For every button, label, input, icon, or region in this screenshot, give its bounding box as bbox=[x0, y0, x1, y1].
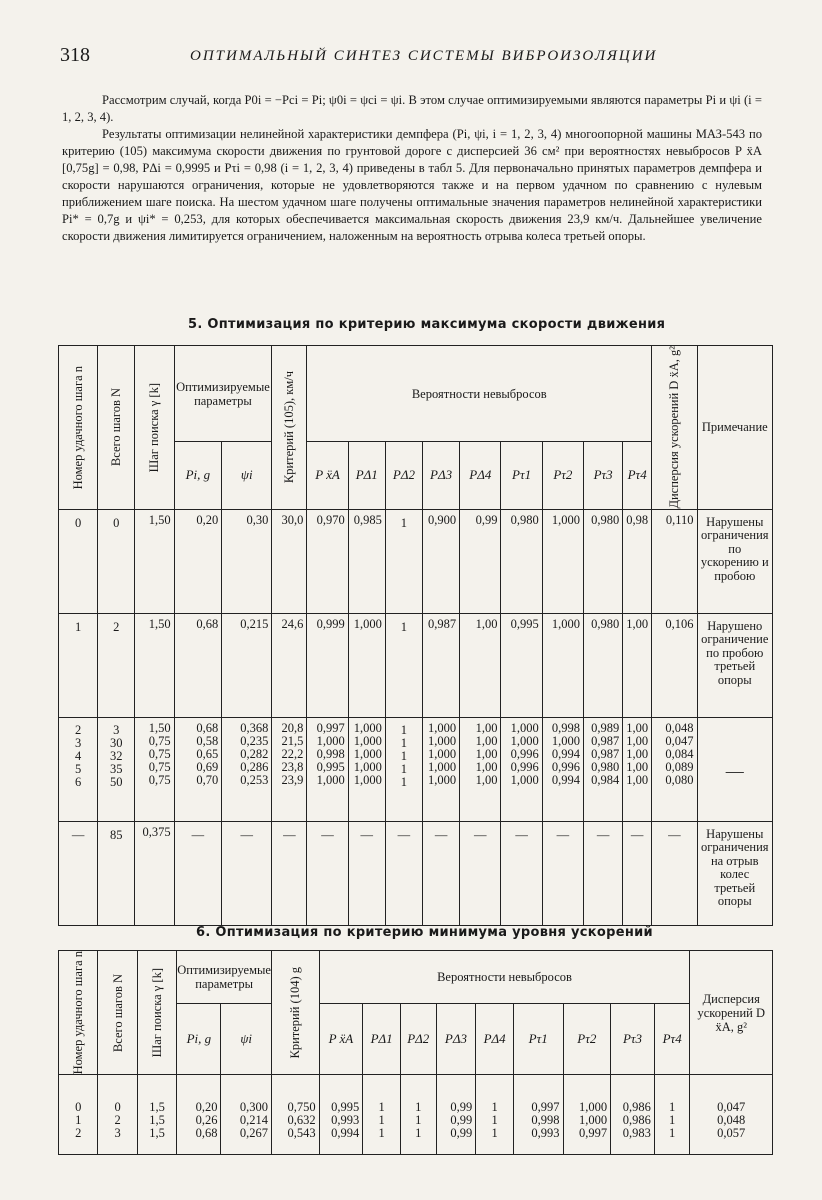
t5-head-pt1: Pτ1 bbox=[501, 442, 542, 509]
cell: — bbox=[501, 821, 542, 925]
t5-head-pt3: Pτ3 bbox=[584, 442, 623, 509]
t6-head-p-g: Pi, g bbox=[177, 1003, 221, 1075]
running-title: ОПТИМАЛЬНЫЙ СИНТЕЗ СИСТЕМЫ ВИБРОИЗОЛЯЦИИ bbox=[190, 48, 658, 64]
cell: 0,375 bbox=[135, 821, 174, 925]
cell: 1,000 1,000 0,996 0,996 1,000 bbox=[501, 717, 542, 821]
cell: 1,000 1,000 0,997 bbox=[563, 1075, 611, 1155]
cell: 0,20 0,26 0,68 bbox=[177, 1075, 221, 1155]
cell: — bbox=[542, 821, 583, 925]
cell: 0,980 bbox=[584, 509, 623, 613]
table-row bbox=[59, 821, 773, 925]
cell: 0 bbox=[98, 509, 135, 613]
t5-head-probabilities: Вероятности невыбросов bbox=[307, 346, 652, 442]
t5-head-pt2: Pτ2 bbox=[542, 442, 583, 509]
t6-head-pt3: Pτ3 bbox=[611, 1003, 655, 1075]
table6 bbox=[58, 950, 773, 1155]
cell: — bbox=[623, 821, 652, 925]
cell: 1,00 bbox=[623, 613, 652, 717]
t5-head-total-steps: Всего шагов N bbox=[98, 346, 135, 510]
t5-head-pd3: PΔ3 bbox=[423, 442, 460, 509]
cell: 0,300 0,214 0,267 bbox=[221, 1075, 272, 1155]
cell: 1,000 bbox=[348, 613, 385, 717]
t5-head-pd4: PΔ4 bbox=[460, 442, 501, 509]
cell: 1 bbox=[385, 613, 422, 717]
t6-head-total-steps: Всего шагов N bbox=[98, 951, 137, 1075]
cell: 0,048 0,047 0,084 0,089 0,080 bbox=[652, 717, 697, 821]
note-cell: — bbox=[697, 717, 772, 821]
cell: — bbox=[584, 821, 623, 925]
cell: 1,000 1,000 1,000 1,000 1,000 bbox=[423, 717, 460, 821]
cell: 0,995 0,993 0,994 bbox=[319, 1075, 363, 1155]
cell: 1,50 bbox=[135, 509, 174, 613]
cell: — bbox=[385, 821, 422, 925]
cell: 1 bbox=[385, 509, 422, 613]
note-cell: Нарушены ограничения по ускорению и пробою bbox=[697, 509, 772, 613]
t5-head-note: Примечание bbox=[697, 346, 772, 510]
cell: 30,0 bbox=[272, 509, 307, 613]
cell: 0,106 bbox=[652, 613, 697, 717]
t5-head-pxa: P ẍA bbox=[307, 442, 348, 509]
t6-head-dispersion: Дисперсия ускорений D ẍA, g² bbox=[690, 951, 773, 1075]
table-row bbox=[59, 1075, 773, 1155]
cell: 0,986 0,986 0,983 bbox=[611, 1075, 655, 1155]
cell: — bbox=[272, 821, 307, 925]
t5-head-p-g: Pi, g bbox=[174, 442, 222, 509]
cell: 0,999 bbox=[307, 613, 348, 717]
cell: — bbox=[307, 821, 348, 925]
t6-head-pd4: PΔ4 bbox=[476, 1003, 514, 1075]
cell: 0,368 0,235 0,282 0,286 0,253 bbox=[222, 717, 272, 821]
table5-caption: 5. Оптимизация по критерию максимума скорости движения bbox=[188, 317, 666, 332]
cell: 1,000 bbox=[542, 509, 583, 613]
cell: 24,6 bbox=[272, 613, 307, 717]
t6-head-pd1: PΔ1 bbox=[363, 1003, 401, 1075]
cell: — bbox=[460, 821, 501, 925]
cell: 0,047 0,048 0,057 bbox=[690, 1075, 773, 1155]
cell: 0,987 bbox=[423, 613, 460, 717]
cell: 0,99 0,99 0,99 bbox=[436, 1075, 476, 1155]
t6-head-pt1: Pτ1 bbox=[513, 1003, 563, 1075]
cell: 0,989 0,987 0,987 0,980 0,984 bbox=[584, 717, 623, 821]
cell: — bbox=[174, 821, 222, 925]
cell: 1 1 1 bbox=[363, 1075, 401, 1155]
cell: 1,5 1,5 1,5 bbox=[137, 1075, 176, 1155]
t6-head-pt4: Pτ4 bbox=[654, 1003, 690, 1075]
cell: 0,110 bbox=[652, 509, 697, 613]
cell: 0,980 bbox=[584, 613, 623, 717]
cell: 0,30 bbox=[222, 509, 272, 613]
cell: 0,215 bbox=[222, 613, 272, 717]
cell: 85 bbox=[98, 821, 135, 925]
cell: 1,000 bbox=[542, 613, 583, 717]
note-cell: Нарушено ограничение по пробою третьей опоры bbox=[697, 613, 772, 717]
cell: 0 2 3 bbox=[98, 1075, 137, 1155]
table-row bbox=[59, 509, 773, 613]
paragraph-1: Рассмотрим случай, когда P0i = −Pci = Pi; ψ0i = ψci = ψi. В этом случае оптимизируемыми являются параметры Pi и ψi (i = 1, 2, 3, 4). bbox=[62, 93, 762, 124]
table5 bbox=[58, 345, 773, 926]
cell: — bbox=[652, 821, 697, 925]
cell: 0,98 bbox=[623, 509, 652, 613]
cell: 0,997 1,000 0,998 0,995 1,000 bbox=[307, 717, 348, 821]
cell: 2 3 4 5 6 bbox=[59, 717, 98, 821]
t6-head-pd3: PΔ3 bbox=[436, 1003, 476, 1075]
t6-head-search-step: Шаг поиска γ [k] bbox=[137, 951, 176, 1075]
cell: 0 1 2 bbox=[59, 1075, 98, 1155]
cell: 1 1 1 bbox=[476, 1075, 514, 1155]
table-row bbox=[59, 717, 773, 821]
cell: 1,00 bbox=[460, 613, 501, 717]
cell: 0,68 bbox=[174, 613, 222, 717]
cell: 0 bbox=[59, 509, 98, 613]
t5-head-search-step: Шаг поиска γ [k] bbox=[135, 346, 174, 510]
cell: — bbox=[59, 821, 98, 925]
t5-head-step-no: Номер удачного шага n bbox=[59, 346, 98, 510]
t6-head-pxa: P ẍA bbox=[319, 1003, 363, 1075]
cell: 3 30 32 35 50 bbox=[98, 717, 135, 821]
cell: — bbox=[222, 821, 272, 925]
paragraph-2: Результаты оптимизации нелинейной характеристики демпфера (Pi, ψi, i = 1, 2, 3, 4) многоопорной машины МАЗ-543 по критерию (105) максимума скорости движения по грунтовой дороге с дисперсией 36 см² при вероятностях невыбросов P ẍA [0,75g] = 0,98, PΔi = 0,9995 и Pτi = 0,98 (i = 1, 2, 3, 4) приведены в табл 5. Для первоначально принятых параметров демпфера и скорости нарушаются ограничения, которые не удовлетворяются также и на первом удачном по сравнению с нулевым приближением шаге поиска. На шестом удачном шаге получены оптимальные значения параметров нелинейной характеристики Pi* = 0,7g и ψi* = 0,253, для которых обеспечивается максимальная скорость движения 23,9 км/ч. Дальнейшее увеличение скорости движения лимитируется ограничением, наложенным на вероятность отрыва колеса третьей опоры. bbox=[62, 127, 762, 243]
t5-head-psi: ψi bbox=[222, 442, 272, 509]
t6-head-step-no: Номер удачного шага n bbox=[59, 951, 98, 1075]
cell: 20,8 21,5 22,2 23,8 23,9 bbox=[272, 717, 307, 821]
cell: 1 1 1 bbox=[654, 1075, 690, 1155]
t6-head-optimized: Оптимизируемые параметры bbox=[177, 951, 272, 1004]
cell: 1,000 1,000 1,000 1,000 1,000 bbox=[348, 717, 385, 821]
t5-head-pd2: PΔ2 bbox=[385, 442, 422, 509]
cell: 0,68 0,58 0,65 0,69 0,70 bbox=[174, 717, 222, 821]
t6-head-criterion: Критерий (104) g bbox=[271, 951, 319, 1075]
table-row bbox=[59, 613, 773, 717]
t6-head-psi: ψi bbox=[221, 1003, 272, 1075]
cell: 1 bbox=[59, 613, 98, 717]
note-cell: Нарушены ограничения на отрыв колес третьей опоры bbox=[697, 821, 772, 925]
cell: 2 bbox=[98, 613, 135, 717]
cell: 0,20 bbox=[174, 509, 222, 613]
cell: 0,970 bbox=[307, 509, 348, 613]
cell: 0,900 bbox=[423, 509, 460, 613]
cell: 1,50 bbox=[135, 613, 174, 717]
cell: 1,00 1,00 1,00 1,00 1,00 bbox=[623, 717, 652, 821]
table6-caption: 6. Оптимизация по критерию минимума уровня ускорений bbox=[196, 925, 653, 940]
t6-head-probabilities: Вероятности невыбросов bbox=[319, 951, 690, 1004]
t5-head-optimized: Оптимизируемые параметры bbox=[174, 346, 272, 442]
t6-head-pt2: Pτ2 bbox=[563, 1003, 611, 1075]
page-number: 318 bbox=[60, 44, 90, 66]
t5-head-criterion: Критерий (105), км/ч bbox=[272, 346, 307, 510]
t5-head-dispersion: Дисперсия ускорений D ẍA, g² bbox=[652, 346, 697, 510]
cell: 0,980 bbox=[501, 509, 542, 613]
cell: — bbox=[348, 821, 385, 925]
cell: — bbox=[423, 821, 460, 925]
cell: 0,995 bbox=[501, 613, 542, 717]
cell: 0,750 0,632 0,543 bbox=[271, 1075, 319, 1155]
cell: 0,998 1,000 0,994 0,996 0,994 bbox=[542, 717, 583, 821]
t6-head-pd2: PΔ2 bbox=[400, 1003, 436, 1075]
t5-head-pt4: Pτ4 bbox=[623, 442, 652, 509]
cell: 1 1 1 1 1 bbox=[385, 717, 422, 821]
cell: 0,985 bbox=[348, 509, 385, 613]
cell: 1 1 1 bbox=[400, 1075, 436, 1155]
cell: 0,997 0,998 0,993 bbox=[513, 1075, 563, 1155]
cell: 1,00 1,00 1,00 1,00 1,00 bbox=[460, 717, 501, 821]
cell: 0,99 bbox=[460, 509, 501, 613]
t5-head-pd1: PΔ1 bbox=[348, 442, 385, 509]
cell: 1,50 0,75 0,75 0,75 0,75 bbox=[135, 717, 174, 821]
